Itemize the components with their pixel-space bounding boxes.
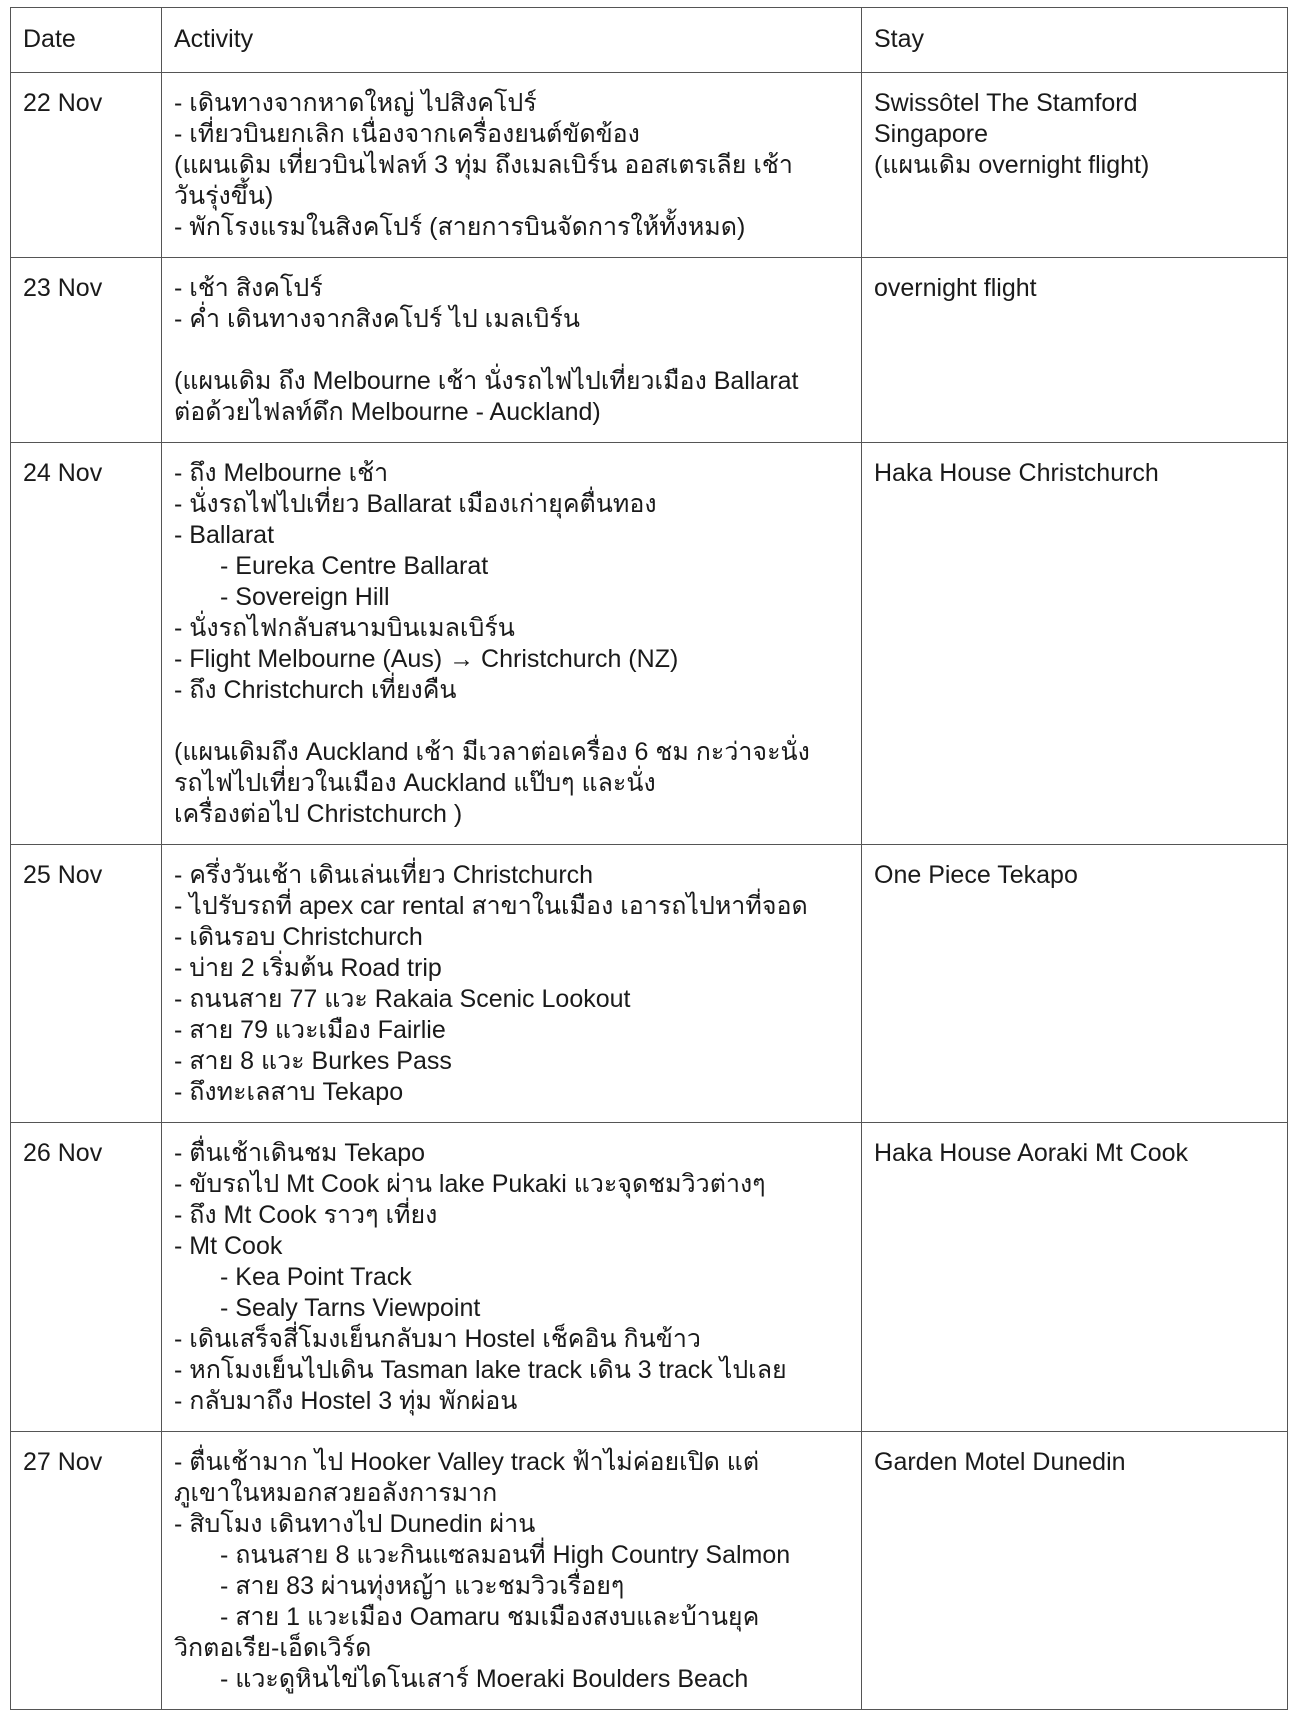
date-cell: 25 Nov (11, 845, 162, 1123)
activity-line: (แผนเดิมถึง Auckland เช้า มีเวลาต่อเครื่อง 6 ชม กะว่าจะนั่ง (174, 738, 810, 766)
date-cell: 23 Nov (11, 258, 162, 443)
header-activity: Activity (162, 8, 862, 73)
activity-line: - ถึง Melbourne เช้า (174, 459, 389, 487)
activity-line (174, 706, 849, 737)
header-date: Date (11, 8, 162, 73)
activity-cell (162, 845, 862, 1123)
activity-line: - พักโรงแรมในสิงคโปร์ (สายการบินจัดการให้ทั้งหมด) (174, 213, 746, 241)
activity-line: ภูเขาในหมอกสวยอลังการมาก (174, 1479, 498, 1507)
activity-line: - นั่งรถไฟไปเที่ยว Ballarat เมืองเก่ายุคตื่นทอง (174, 490, 657, 518)
stay-line: One Piece Tekapo (874, 861, 1078, 889)
activity-cell (162, 258, 862, 443)
table-row (11, 845, 1288, 1123)
stay-cell (862, 443, 1288, 845)
activity-line: - ถึงทะเลสาบ Tekapo (174, 1078, 404, 1106)
date-cell: 27 Nov (11, 1432, 162, 1710)
activity-cell (162, 443, 862, 845)
table-row (11, 443, 1288, 845)
activity-line: รถไฟไปเที่ยวในเมือง Auckland แป๊บๆ และนั่ง (174, 769, 656, 797)
activity-line: - Flight Melbourne (Aus) → Christchurch (NZ) (174, 645, 679, 673)
activity-line: - Ballarat (174, 521, 275, 549)
table-row (11, 258, 1288, 443)
activity-line: - ถึง Mt Cook ราวๆ เที่ยง (174, 1201, 438, 1229)
activity-line: - สิบโมง เดินทางไป Dunedin ผ่าน (174, 1510, 536, 1538)
activity-line (174, 335, 849, 366)
activity-line: - ถึง Christchurch เที่ยงคืน (174, 676, 457, 704)
activity-line: เครื่องต่อไป Christchurch ) (174, 800, 463, 828)
activity-line: - เดินรอบ Christchurch (174, 923, 423, 951)
activity-line: - แวะดูหินไข่ไดโนเสาร์ Moeraki Boulders Beach (220, 1665, 749, 1693)
table-row (11, 1432, 1288, 1710)
activity-line: - บ่าย 2 เริ่มต้น Road trip (174, 954, 442, 982)
itinerary-table (10, 7, 1288, 1710)
activity-line: - สาย 1 แวะเมือง Oamaru ชมเมืองสงบและบ้านยุค (220, 1603, 760, 1631)
activity-line: - ไปรับรถที่ apex car rental สาขาในเมือง เอารถไปหาที่จอด (174, 892, 808, 920)
stay-line: Haka House Christchurch (874, 459, 1159, 487)
activity-line: วันรุ่งขึ้น) (174, 182, 274, 210)
activity-line: - ถนนสาย 8 แวะกินแซลมอนที่ High Country Salmon (220, 1541, 791, 1569)
activity-line: - เที่ยวบินยกเลิก เนื่องจากเครื่องยนต์ขัดข้อง (174, 120, 640, 148)
activity-line: - นั่งรถไฟกลับสนามบินเมลเบิร์น (174, 614, 515, 642)
date-cell: 22 Nov (11, 73, 162, 258)
activity-line: - กลับมาถึง Hostel 3 ทุ่ม พักผ่อน (174, 1387, 518, 1415)
activity-line: - ค่ำ เดินทางจากสิงคโปร์ ไป เมลเบิร์น (174, 305, 580, 333)
activity-line: - Eureka Centre Ballarat (220, 552, 489, 580)
activity-line: - Sealy Tarns Viewpoint (220, 1294, 481, 1322)
activity-cell (162, 73, 862, 258)
table-row (11, 73, 1288, 258)
stay-cell (862, 1123, 1288, 1432)
stay-cell (862, 845, 1288, 1123)
header-row (11, 8, 1288, 73)
activity-cell (162, 1432, 862, 1710)
activity-line: - ตื่นเช้าเดินชม Tekapo (174, 1139, 426, 1167)
activity-line: - เช้า สิงคโปร์ (174, 274, 323, 302)
stay-line: overnight flight (874, 274, 1037, 302)
stay-line: Swissôtel The Stamford (874, 89, 1138, 117)
activity-line: - สาย 79 แวะเมือง Fairlie (174, 1016, 446, 1044)
activity-line: (แผนเดิม เที่ยวบินไฟลท์ 3 ทุ่ม ถึงเมลเบิร์น ออสเตรเลีย เช้า (174, 151, 793, 179)
stay-cell (862, 1432, 1288, 1710)
date-cell: 26 Nov (11, 1123, 162, 1432)
stay-cell (862, 73, 1288, 258)
activity-line: - ขับรถไป Mt Cook ผ่าน lake Pukaki แวะจุดชมวิวต่างๆ (174, 1170, 766, 1198)
stay-cell (862, 258, 1288, 443)
activity-line: - เดินเสร็จสี่โมงเย็นกลับมา Hostel เช็คอิน กินข้าว (174, 1325, 701, 1353)
activity-cell (162, 1123, 862, 1432)
stay-line: Singapore (874, 120, 988, 148)
table-row (11, 1123, 1288, 1432)
activity-line: วิกตอเรีย-เอ็ดเวิร์ด (174, 1634, 372, 1662)
activity-line: ต่อด้วยไฟลท์ดึก Melbourne - Auckland) (174, 398, 601, 426)
activity-line: - หกโมงเย็นไปเดิน Tasman lake track เดิน 3 track ไปเลย (174, 1356, 787, 1384)
activity-line: - สาย 83 ผ่านทุ่งหญ้า แวะชมวิวเรื่อยๆ (220, 1572, 625, 1600)
activity-line: - ครึ่งวันเช้า เดินเล่นเที่ยว Christchurch (174, 861, 594, 889)
activity-line: - Mt Cook (174, 1232, 283, 1260)
header-stay: Stay (862, 8, 1288, 73)
stay-line: Garden Motel Dunedin (874, 1448, 1126, 1476)
activity-line: - สาย 8 แวะ Burkes Pass (174, 1047, 452, 1075)
activity-line: - เดินทางจากหาดใหญ่ ไปสิงคโปร์ (174, 89, 537, 117)
activity-line: (แผนเดิม ถึง Melbourne เช้า นั่งรถไฟไปเที่ยวเมือง Ballarat (174, 367, 799, 395)
date-cell: 24 Nov (11, 443, 162, 845)
activity-line: - ถนนสาย 77 แวะ Rakaia Scenic Lookout (174, 985, 631, 1013)
stay-line: (แผนเดิม overnight flight) (874, 151, 1150, 179)
activity-line: - Sovereign Hill (220, 583, 390, 611)
activity-line: - Kea Point Track (220, 1263, 412, 1291)
activity-line: - ตื่นเช้ามาก ไป Hooker Valley track ฟ้าไม่ค่อยเปิด แต่ (174, 1448, 760, 1476)
stay-line: Haka House Aoraki Mt Cook (874, 1139, 1189, 1167)
table-body (11, 73, 1288, 1710)
